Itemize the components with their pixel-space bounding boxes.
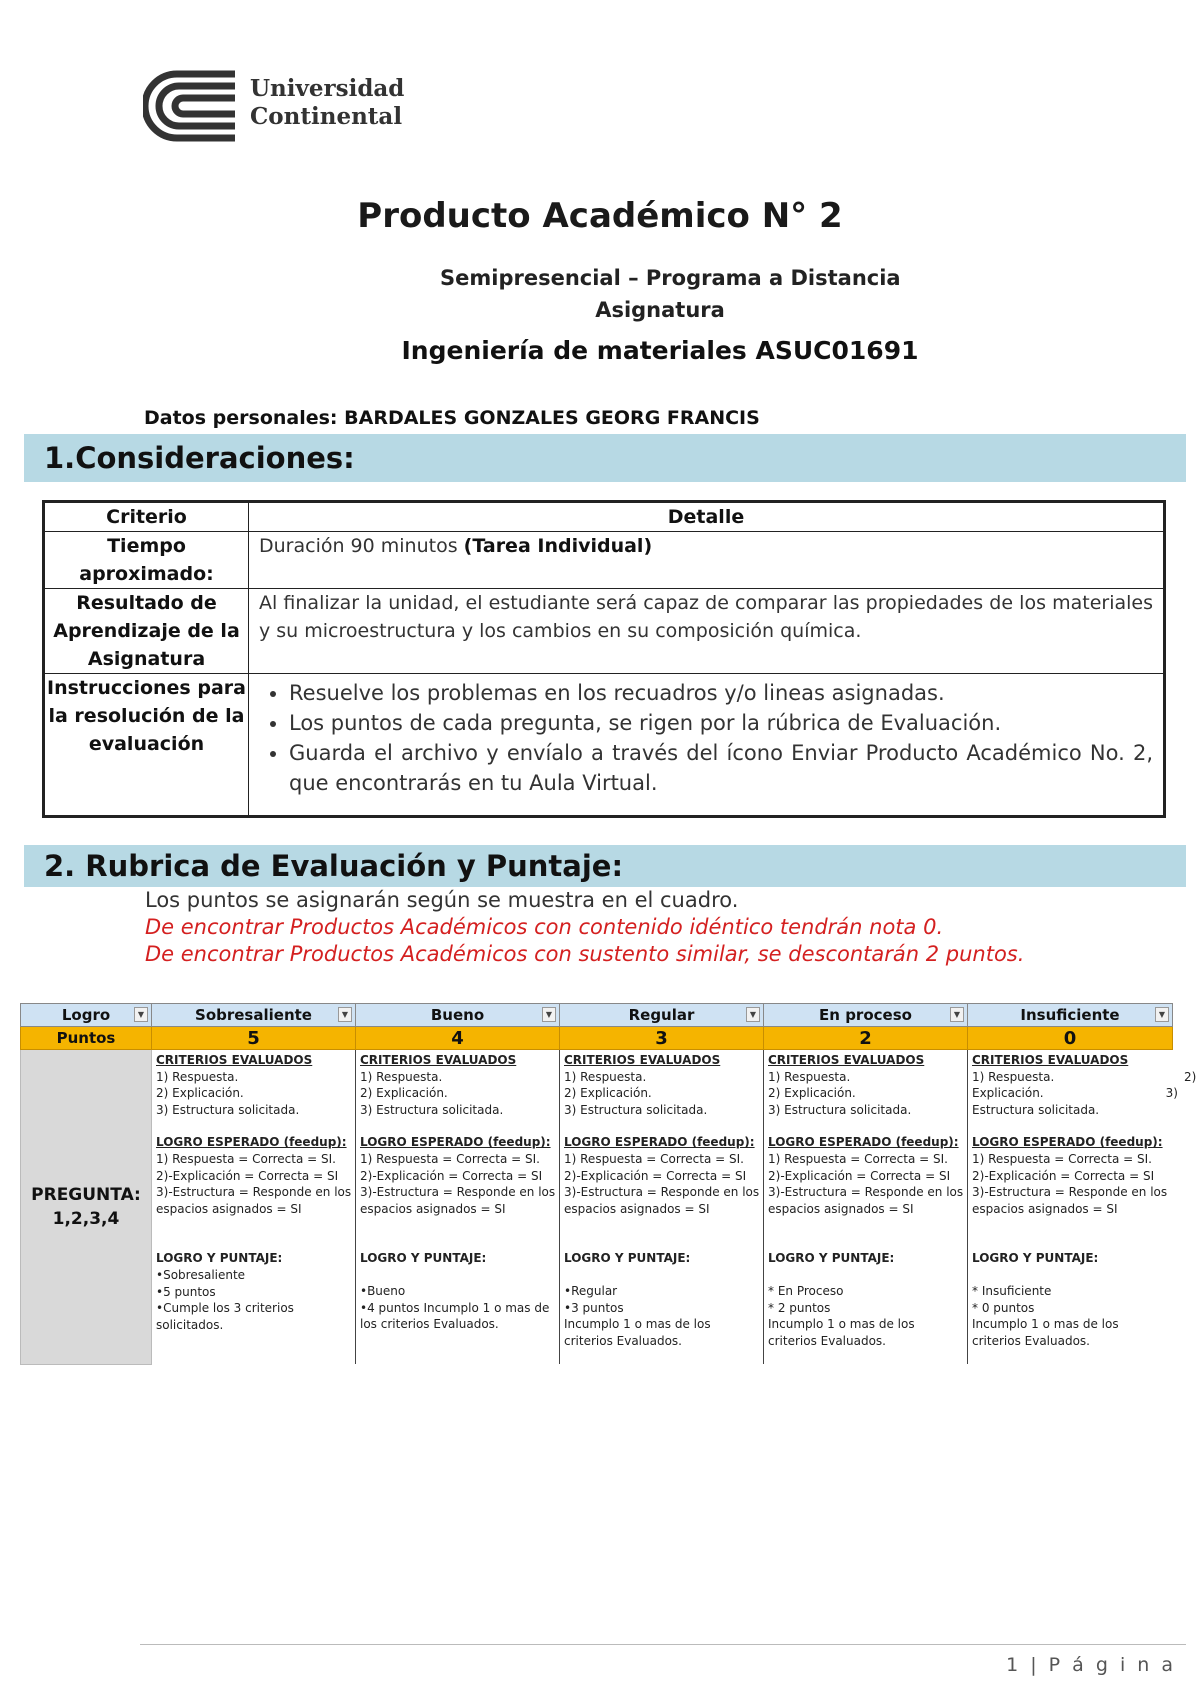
- score-item: * 2 puntos: [768, 1300, 831, 1315]
- header-label: En proceso: [819, 1006, 912, 1024]
- header-label: Logro: [61, 1006, 111, 1024]
- rubric-table: [20, 1003, 1197, 1367]
- logo-mark-icon: [143, 70, 239, 142]
- detalle-cell: [249, 532, 1164, 589]
- instructions-list: [259, 678, 1153, 798]
- rubric-cell-en-proceso: [764, 1050, 968, 1365]
- points-value: 5: [152, 1027, 356, 1050]
- score-item: * Insuficiente: [972, 1283, 1052, 1298]
- considerations-table: [42, 500, 1166, 818]
- list-item: • Los puntos de cada pregunta, se rigen por la rúbrica de Evaluación.: [289, 708, 1153, 738]
- detalle-cell: Al finalizar la unidad, el estudiante será capaz de comparar las propiedades de los materiales y su microestructura y los cambios en su composición química.: [249, 589, 1164, 674]
- expected-item: 3)-Estructura = Responde en los espacios asignados = SI: [972, 1185, 1168, 1216]
- header-insuficiente: [968, 1004, 1173, 1027]
- intro-warning-identical: De encontrar Productos Académicos con contenido idéntico tendrán nota 0.: [145, 915, 944, 939]
- points-value: 4: [356, 1027, 560, 1050]
- criteria-item: 1) Respuesta.: [768, 1069, 851, 1084]
- rubric-cell-sobresaliente: [152, 1050, 356, 1365]
- score-item: •Cumple los 3 criterios solicitados.: [156, 1301, 294, 1332]
- filter-dropdown-icon[interactable]: ▼: [338, 1007, 352, 1022]
- detalle-cell: [249, 674, 1164, 816]
- criteria-item: 2) Explicación.: [156, 1086, 244, 1101]
- criteria-title: CRITERIOS EVALUADOS: [360, 1053, 517, 1067]
- filter-dropdown-icon[interactable]: ▼: [950, 1007, 964, 1022]
- logo-text-line1: Universidad: [250, 75, 405, 102]
- header-regular: [560, 1004, 764, 1027]
- modality-subtitle: Semipresencial – Programa a Distancia: [440, 266, 901, 290]
- footer-divider: [140, 1644, 1186, 1645]
- points-value: 2: [764, 1027, 968, 1050]
- table-row: [45, 674, 1164, 816]
- detalle-bold-text: (Tarea Individual): [463, 535, 653, 557]
- table-header-row: [45, 503, 1164, 532]
- criteria-item: 3) Estructura solicitada.: [156, 1102, 300, 1117]
- score-item: * 0 puntos: [972, 1300, 1035, 1315]
- question-label: PREGUNTA: 1,2,3,4: [21, 1050, 152, 1365]
- criterio-cell: Instrucciones para la resolución de la evaluación: [45, 674, 249, 816]
- score-title: LOGRO Y PUNTAJE:: [564, 1251, 691, 1266]
- expected-item: 1) Respuesta = Correcta = SI.: [564, 1151, 744, 1166]
- score-item: •4 puntos Incumplo 1 o mas de los criterios Evaluados.: [360, 1300, 550, 1332]
- rubric-cell-regular: [560, 1050, 764, 1365]
- expected-item: 1) Respuesta = Correcta = SI.: [768, 1151, 948, 1166]
- header-detalle: Detalle: [249, 503, 1164, 532]
- score-item: * En Proceso: [768, 1283, 844, 1298]
- expected-title: LOGRO ESPERADO (feedup):: [156, 1135, 347, 1150]
- page-title: Producto Académico N° 2: [357, 196, 843, 236]
- score-item: Incumplo 1 o mas de los criterios Evaluados.: [972, 1317, 1119, 1348]
- score-item: •5 puntos: [156, 1284, 216, 1299]
- intro-warning-similar: De encontrar Productos Académicos con sustento similar, se descontarán 2 puntos.: [145, 942, 1025, 966]
- list-item: • Resuelve los problemas en los recuadros y/o lineas asignadas.: [289, 678, 1153, 708]
- header-bueno: [356, 1004, 560, 1027]
- score-title: LOGRO Y PUNTAJE:: [972, 1251, 1099, 1266]
- course-name: Ingeniería de materiales ASUC01691: [401, 336, 919, 365]
- score-title: LOGRO Y PUNTAJE:: [360, 1251, 487, 1266]
- criteria-item: 3) Estructura solicitada.: [768, 1102, 912, 1117]
- expected-title: LOGRO ESPERADO (feedup):: [564, 1135, 755, 1150]
- score-item: •Sobresaliente: [156, 1267, 246, 1282]
- criteria-item: 3) Estructura solicitada.: [564, 1102, 708, 1117]
- expected-item: 1) Respuesta = Correcta = SI.: [156, 1151, 336, 1166]
- criteria-item: Explicación. 3): [972, 1086, 1178, 1101]
- expected-title: LOGRO ESPERADO (feedup):: [360, 1135, 551, 1150]
- table-row: [45, 589, 1164, 674]
- rubric-cell-insuficiente: [968, 1050, 1197, 1365]
- expected-item: 3)-Estructura = Responde en los espacios asignados = SI: [360, 1185, 556, 1216]
- criteria-item: 1) Respuesta.: [360, 1069, 443, 1084]
- criteria-item: 2) Explicación.: [564, 1086, 652, 1101]
- score-item: •3 puntos: [564, 1300, 624, 1315]
- points-value: 0: [968, 1027, 1173, 1050]
- score-title: LOGRO Y PUNTAJE:: [768, 1251, 895, 1266]
- expected-item: 3)-Estructura = Responde en los espacios asignados = SI: [156, 1185, 352, 1216]
- score-item: Incumplo 1 o mas de los criterios Evaluados.: [564, 1317, 711, 1348]
- rubric-header-row: [21, 1004, 1173, 1027]
- points-value: 3: [560, 1027, 764, 1050]
- filter-dropdown-icon[interactable]: ▼: [1155, 1007, 1169, 1022]
- criterio-cell: Tiempo aproximado:: [45, 532, 249, 589]
- question-row: [21, 1050, 1173, 1365]
- rubric-cell-bueno: [356, 1050, 560, 1365]
- list-item: • Guarda el archivo y envíalo a través del ícono Enviar Producto Académico No. 2, que encontrarás en tu Aula Virtual.: [289, 738, 1153, 798]
- page-number: 1 | P á g i n a: [1006, 1654, 1176, 1676]
- filter-dropdown-icon[interactable]: ▼: [746, 1007, 760, 1022]
- criteria-item: 2) Explicación.: [360, 1086, 448, 1101]
- criteria-title: CRITERIOS EVALUADOS: [768, 1053, 925, 1067]
- personal-data: Datos personales: BARDALES GONZALES GEORG FRANCIS: [144, 407, 760, 429]
- expected-item: 1) Respuesta = Correcta = SI.: [972, 1151, 1152, 1166]
- score-item: •Regular: [564, 1283, 618, 1298]
- header-criterio: Criterio: [45, 503, 249, 532]
- header-sobresaliente: [152, 1004, 356, 1027]
- section-heading-considerations: 1.Consideraciones:: [24, 434, 1186, 482]
- criteria-item: 1) Respuesta. 2): [972, 1069, 1197, 1084]
- intro-points-note: Los puntos se asignarán según se muestra en el cuadro.: [145, 888, 739, 912]
- filter-dropdown-icon[interactable]: ▼: [542, 1007, 556, 1022]
- criterio-cell: Resultado de Aprendizaje de la Asignatura: [45, 589, 249, 674]
- header-label: Sobresaliente: [195, 1006, 312, 1024]
- criteria-item: 2) Explicación.: [768, 1086, 856, 1101]
- expected-item: 1) Respuesta = Correcta = SI.: [360, 1151, 540, 1166]
- score-item: •Bueno: [360, 1283, 406, 1298]
- criteria-title: CRITERIOS EVALUADOS: [156, 1053, 313, 1067]
- expected-item: 2)-Explicación = Correcta = SI: [360, 1168, 543, 1183]
- header-logro: [21, 1004, 152, 1027]
- header-en-proceso: [764, 1004, 968, 1027]
- points-row: [21, 1027, 1173, 1050]
- criteria-title: CRITERIOS EVALUADOS: [972, 1053, 1129, 1067]
- score-title: LOGRO Y PUNTAJE:: [156, 1251, 283, 1266]
- expected-item: 2)-Explicación = Correcta = SI: [768, 1168, 951, 1183]
- criteria-item: 1) Respuesta.: [564, 1069, 647, 1084]
- logo-text-line2: Continental: [250, 103, 403, 130]
- filter-dropdown-icon[interactable]: ▼: [134, 1007, 148, 1022]
- header-label: Insuficiente: [1020, 1006, 1120, 1024]
- subject-label: Asignatura: [595, 298, 725, 322]
- expected-item: 2)-Explicación = Correcta = SI: [972, 1168, 1155, 1183]
- score-item: Incumplo 1 o mas de los criterios Evaluados.: [768, 1317, 915, 1348]
- criteria-item: Estructura solicitada.: [972, 1102, 1100, 1117]
- header-label: Bueno: [430, 1006, 485, 1024]
- header-label: Regular: [628, 1006, 695, 1024]
- section-heading-rubric: 2. Rubrica de Evaluación y Puntaje:: [24, 845, 1186, 887]
- expected-item: 2)-Explicación = Correcta = SI: [156, 1168, 339, 1183]
- expected-item: 3)-Estructura = Responde en los espacios asignados = SI: [768, 1185, 964, 1216]
- university-logo: [143, 70, 405, 142]
- expected-item: 2)-Explicación = Correcta = SI: [564, 1168, 747, 1183]
- table-row: [45, 532, 1164, 589]
- criteria-title: CRITERIOS EVALUADOS: [564, 1053, 721, 1067]
- expected-item: 3)-Estructura = Responde en los espacios asignados = SI: [564, 1185, 760, 1216]
- criteria-item: 3) Estructura solicitada.: [360, 1102, 504, 1117]
- points-label: Puntos: [21, 1027, 152, 1050]
- detalle-text: Duración 90 minutos: [259, 535, 464, 557]
- expected-title: LOGRO ESPERADO (feedup):: [972, 1135, 1163, 1150]
- expected-title: LOGRO ESPERADO (feedup):: [768, 1135, 959, 1150]
- criteria-item: 1) Respuesta.: [156, 1069, 239, 1084]
